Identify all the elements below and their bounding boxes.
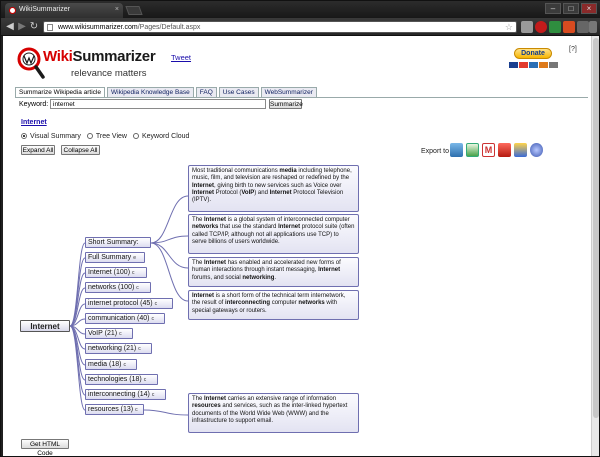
address-bar[interactable] <box>43 21 517 33</box>
donate-button[interactable]: Donate <box>514 48 552 59</box>
mindmap-node-media[interactable]: media (18) c <box>85 359 137 370</box>
expand-icon[interactable]: c <box>136 285 139 291</box>
mindmap-node-short-summary[interactable]: Short Summary: <box>85 237 151 248</box>
gmail-icon[interactable]: M <box>482 143 495 157</box>
mindmap-node-interconnecting[interactable]: interconnecting (14) c <box>85 389 166 400</box>
summary-callout: The Internet has enabled and accelerated new forms of human interactions through instant messaging, Internet forums, and social networking. <box>188 257 359 287</box>
mindmap-node-internet-protocol[interactable]: internet protocol (45) c <box>85 298 173 309</box>
expand-icon[interactable]: c <box>151 392 155 398</box>
title-bar <box>1 1 600 18</box>
mindmap-node-resources[interactable]: resources (13) c <box>85 404 144 415</box>
scrollbar-thumb[interactable] <box>593 38 599 418</box>
expand-icon[interactable]: c <box>138 346 141 352</box>
maximize-button[interactable]: □ <box>563 3 579 14</box>
tree-view-option[interactable]: Tree View <box>87 133 127 140</box>
reload-button[interactable]: ↻ <box>29 21 39 32</box>
back-button[interactable]: ◀ <box>6 21 14 32</box>
browser-tab[interactable] <box>5 3 123 18</box>
expand-icon[interactable]: c <box>132 270 135 276</box>
url-path: /Pages/Default.aspx <box>137 24 201 31</box>
article-title-link[interactable]: Internet <box>21 119 47 126</box>
expand-icon[interactable]: c <box>123 362 126 368</box>
connector-line <box>70 273 85 326</box>
favicon-icon <box>9 7 16 14</box>
connector-line <box>151 236 188 243</box>
close-tab-icon[interactable]: × <box>114 6 119 13</box>
connector-line <box>144 410 188 415</box>
mindmap-node-full-summary[interactable]: Full Summary e <box>85 252 145 263</box>
vertical-scrollbar[interactable] <box>591 36 599 456</box>
help-link[interactable]: [?] <box>569 46 577 53</box>
tab-knowledge-base[interactable]: Wikipedia Knowledge Base <box>107 87 194 97</box>
minimize-button[interactable]: – <box>545 3 561 14</box>
extension-orange-icon[interactable] <box>563 21 575 33</box>
tweet-link[interactable]: Tweet <box>171 53 192 62</box>
new-tab-button[interactable] <box>125 6 142 15</box>
brand-name: WikiSummarizer <box>43 48 156 65</box>
tab-websummarizer[interactable]: WebSummarizer <box>261 87 317 97</box>
extension-green-icon[interactable] <box>549 21 561 33</box>
tab-summarize-article[interactable]: Summarize Wikipedia article <box>15 87 105 97</box>
expand-icon[interactable]: c <box>135 407 138 413</box>
get-html-code-button[interactable]: Get HTML Code <box>21 439 69 449</box>
collapse-all-button[interactable]: Collapse All <box>61 145 100 155</box>
mindmap-node-technologies[interactable]: technologies (18) c <box>85 374 158 385</box>
expand-icon[interactable]: c <box>154 301 158 307</box>
expand-icon[interactable]: c <box>151 316 154 322</box>
keyword-cloud-option[interactable]: Keyword Cloud <box>133 133 189 140</box>
tab-use-cases[interactable]: Use Cases <box>219 87 259 97</box>
expand-all-button[interactable]: Expand All <box>22 147 54 154</box>
mindmap-node-networks[interactable]: networks (100) c <box>85 282 151 293</box>
keyword-label: Keyword: <box>19 101 49 108</box>
mindmap-node-networking[interactable]: networking (21) c <box>85 343 152 354</box>
expand-icon[interactable]: e <box>133 255 136 261</box>
extension-icon[interactable] <box>521 21 533 33</box>
mindmap-root-node[interactable]: Internet <box>20 320 70 332</box>
connector-line <box>70 243 85 326</box>
page-icon <box>47 24 53 31</box>
summarize-button[interactable]: Summarize <box>270 101 303 108</box>
adblock-icon[interactable] <box>535 21 547 33</box>
expand-icon[interactable]: c <box>143 377 147 383</box>
wrench-menu-icon[interactable] <box>589 21 597 33</box>
browser-tab-title: WikiSummarizer <box>19 6 70 13</box>
tagline: relevance matters <box>71 68 147 79</box>
summary-callout: The Internet is a global system of interconnected computer networks that use the standard Internet protocol suite (often called TCP/IP, although not all applications use TCP) to serve billions of users worldwide. <box>188 214 359 254</box>
close-window-button[interactable]: × <box>581 3 597 14</box>
page-menu-icon[interactable] <box>577 21 589 33</box>
connector-line <box>70 326 85 410</box>
navigation-bar <box>1 18 600 36</box>
expand-icon[interactable]: c <box>119 331 122 337</box>
forward-button[interactable]: ▶ <box>18 21 26 32</box>
export-label: Export to <box>421 148 450 155</box>
summary-callout: Most traditional communications media including telephone, music, film, and television are reshaped or redefined by the Internet, giving birth to new services such as Voice over Internet Protocol (VoIP) and Internet Protocol Television (IPTV). <box>188 165 359 212</box>
window-controls <box>545 3 597 14</box>
tab-faq[interactable]: FAQ <box>196 87 217 97</box>
url-host: www.wikisummarizer.com <box>58 24 138 31</box>
mindmap-node-voip[interactable]: VoIP (21) c <box>85 328 133 339</box>
connector-line <box>151 243 188 268</box>
mindmap-node-communication[interactable]: communication (40) c <box>85 313 165 324</box>
summary-callout: The Internet carries an extensive range of information resources and services, such as the inter-linked hypertext documents of the World Wide Web (WWW) and the infrastructure to support email. <box>188 393 359 433</box>
web-page <box>3 36 598 456</box>
summary-callout: Internet is a short form of the technical term internetwork, the result of interconnecting computer networks with special gateways or routers. <box>188 290 359 320</box>
visual-summary-option[interactable]: Visual Summary <box>21 133 81 140</box>
connector-line <box>151 243 188 301</box>
bookmark-star-icon[interactable]: ☆ <box>504 22 513 32</box>
mindmap-node-internet[interactable]: Internet (100) c <box>85 267 147 278</box>
